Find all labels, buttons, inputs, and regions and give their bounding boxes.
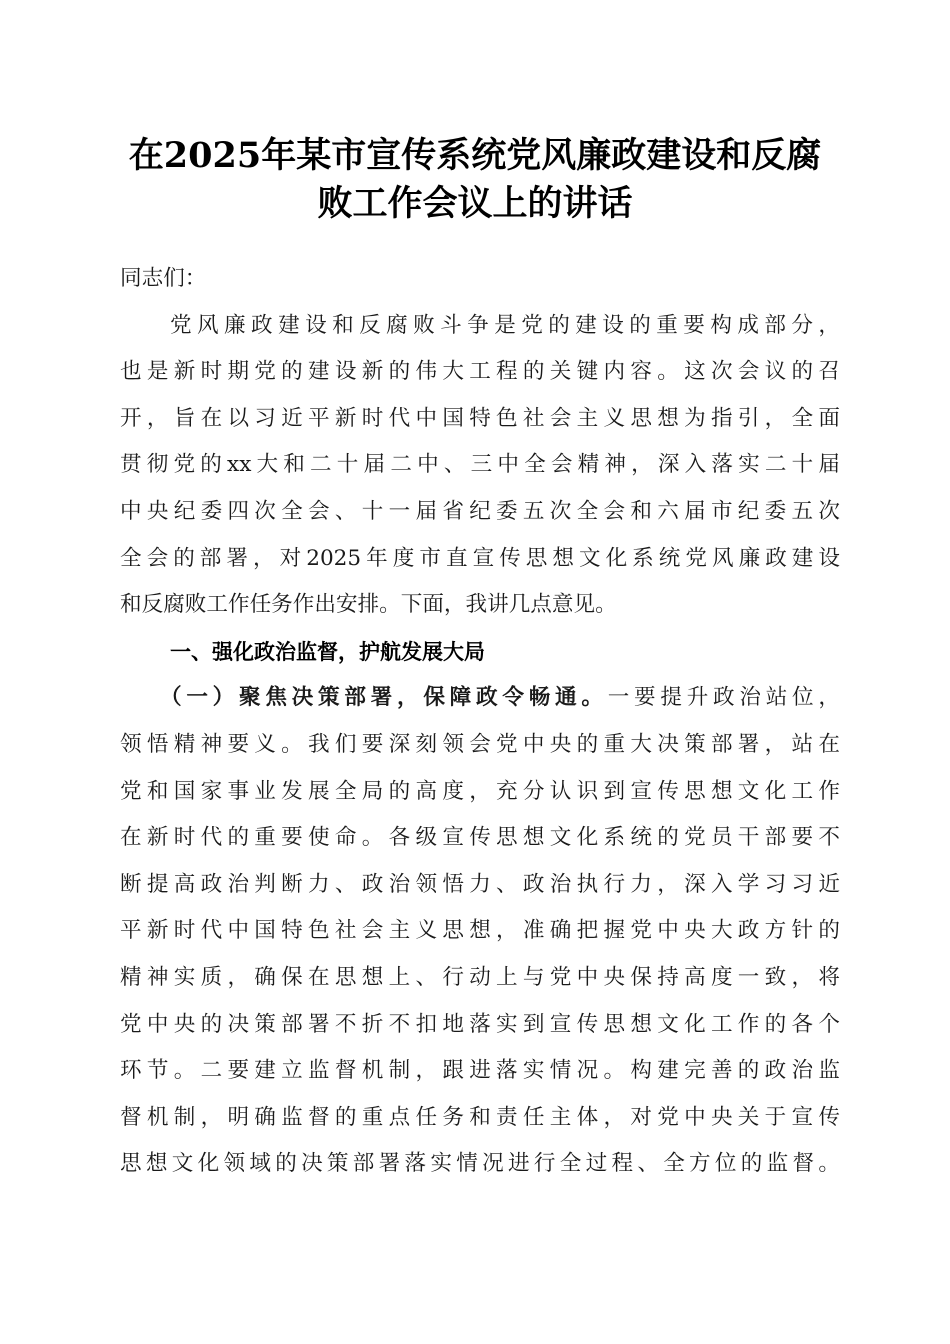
paragraph-line: 领悟精神要义。我们要深刻领会党中央的重大决策部署，站在 — [120, 731, 840, 757]
intro-line: 党风廉政建设和反腐败斗争是党的建设的重要构成部分， — [170, 312, 840, 338]
paragraph-line: 在新时代的重要使命。各级宣传思想文化系统的党员干部要不 — [120, 825, 840, 851]
paragraph-line: 断提高政治判断力、政治领悟力、政治执行力，深入学习习近 — [120, 871, 840, 897]
salutation: 同志们： — [120, 266, 207, 291]
intro-line: 中央纪委四次全会、十一届省纪委五次全会和六届市纪委五次 — [120, 498, 840, 524]
document-title — [100, 132, 850, 228]
paragraph-line: 督机制，明确监督的重点任务和责任主体，对党中央关于宣传 — [120, 1104, 840, 1130]
intro-line: 全会的部署，对2025年度市直宣传思想文化系统党风廉政建设 — [120, 545, 840, 571]
paragraph-line: 环节。二要建立监督机制，跟进落实情况。构建完善的政治监 — [120, 1058, 840, 1084]
paragraph-line: 思想文化领域的决策部署落实情况进行全过程、全方位的监督。 — [120, 1151, 840, 1177]
intro-line: 和反腐败工作任务作出安排。下面，我讲几点意见。 — [120, 592, 617, 618]
paragraph-line: 平新时代中国特色社会主义思想，准确把握党中央大政方针的 — [120, 918, 840, 944]
subsection-heading: （一）聚焦决策部署，保障政令畅通。 — [160, 685, 608, 711]
title-line-1: 在2025年某市宣传系统党风廉政建设和反腐 — [128, 135, 822, 176]
subsection-text: 一要提升政治站位， — [607, 685, 840, 711]
paragraph-line: 精神实质，确保在思想上、行动上与党中央保持高度一致，将 — [120, 964, 840, 990]
intro-line: 也是新时期党的建设新的伟大工程的关键内容。这次会议的召 — [120, 359, 840, 385]
intro-line: 开，旨在以习近平新时代中国特色社会主义思想为指引，全面 — [120, 405, 840, 431]
intro-line: 贯彻党的xx大和二十届二中、三中全会精神，深入落实二十届 — [120, 452, 840, 478]
section-heading: 一、强化政治监督，护航发展大局 — [170, 639, 485, 664]
paragraph-line: 党中央的决策部署不折不扣地落实到宣传思想文化工作的各个 — [120, 1011, 840, 1037]
title-line-2: 败工作会议上的讲话 — [317, 183, 633, 224]
document-body — [120, 256, 840, 1188]
subsection-first-line — [120, 675, 840, 722]
paragraph-line: 党和国家事业发展全局的高度，充分认识到宣传思想文化工作 — [120, 778, 840, 804]
